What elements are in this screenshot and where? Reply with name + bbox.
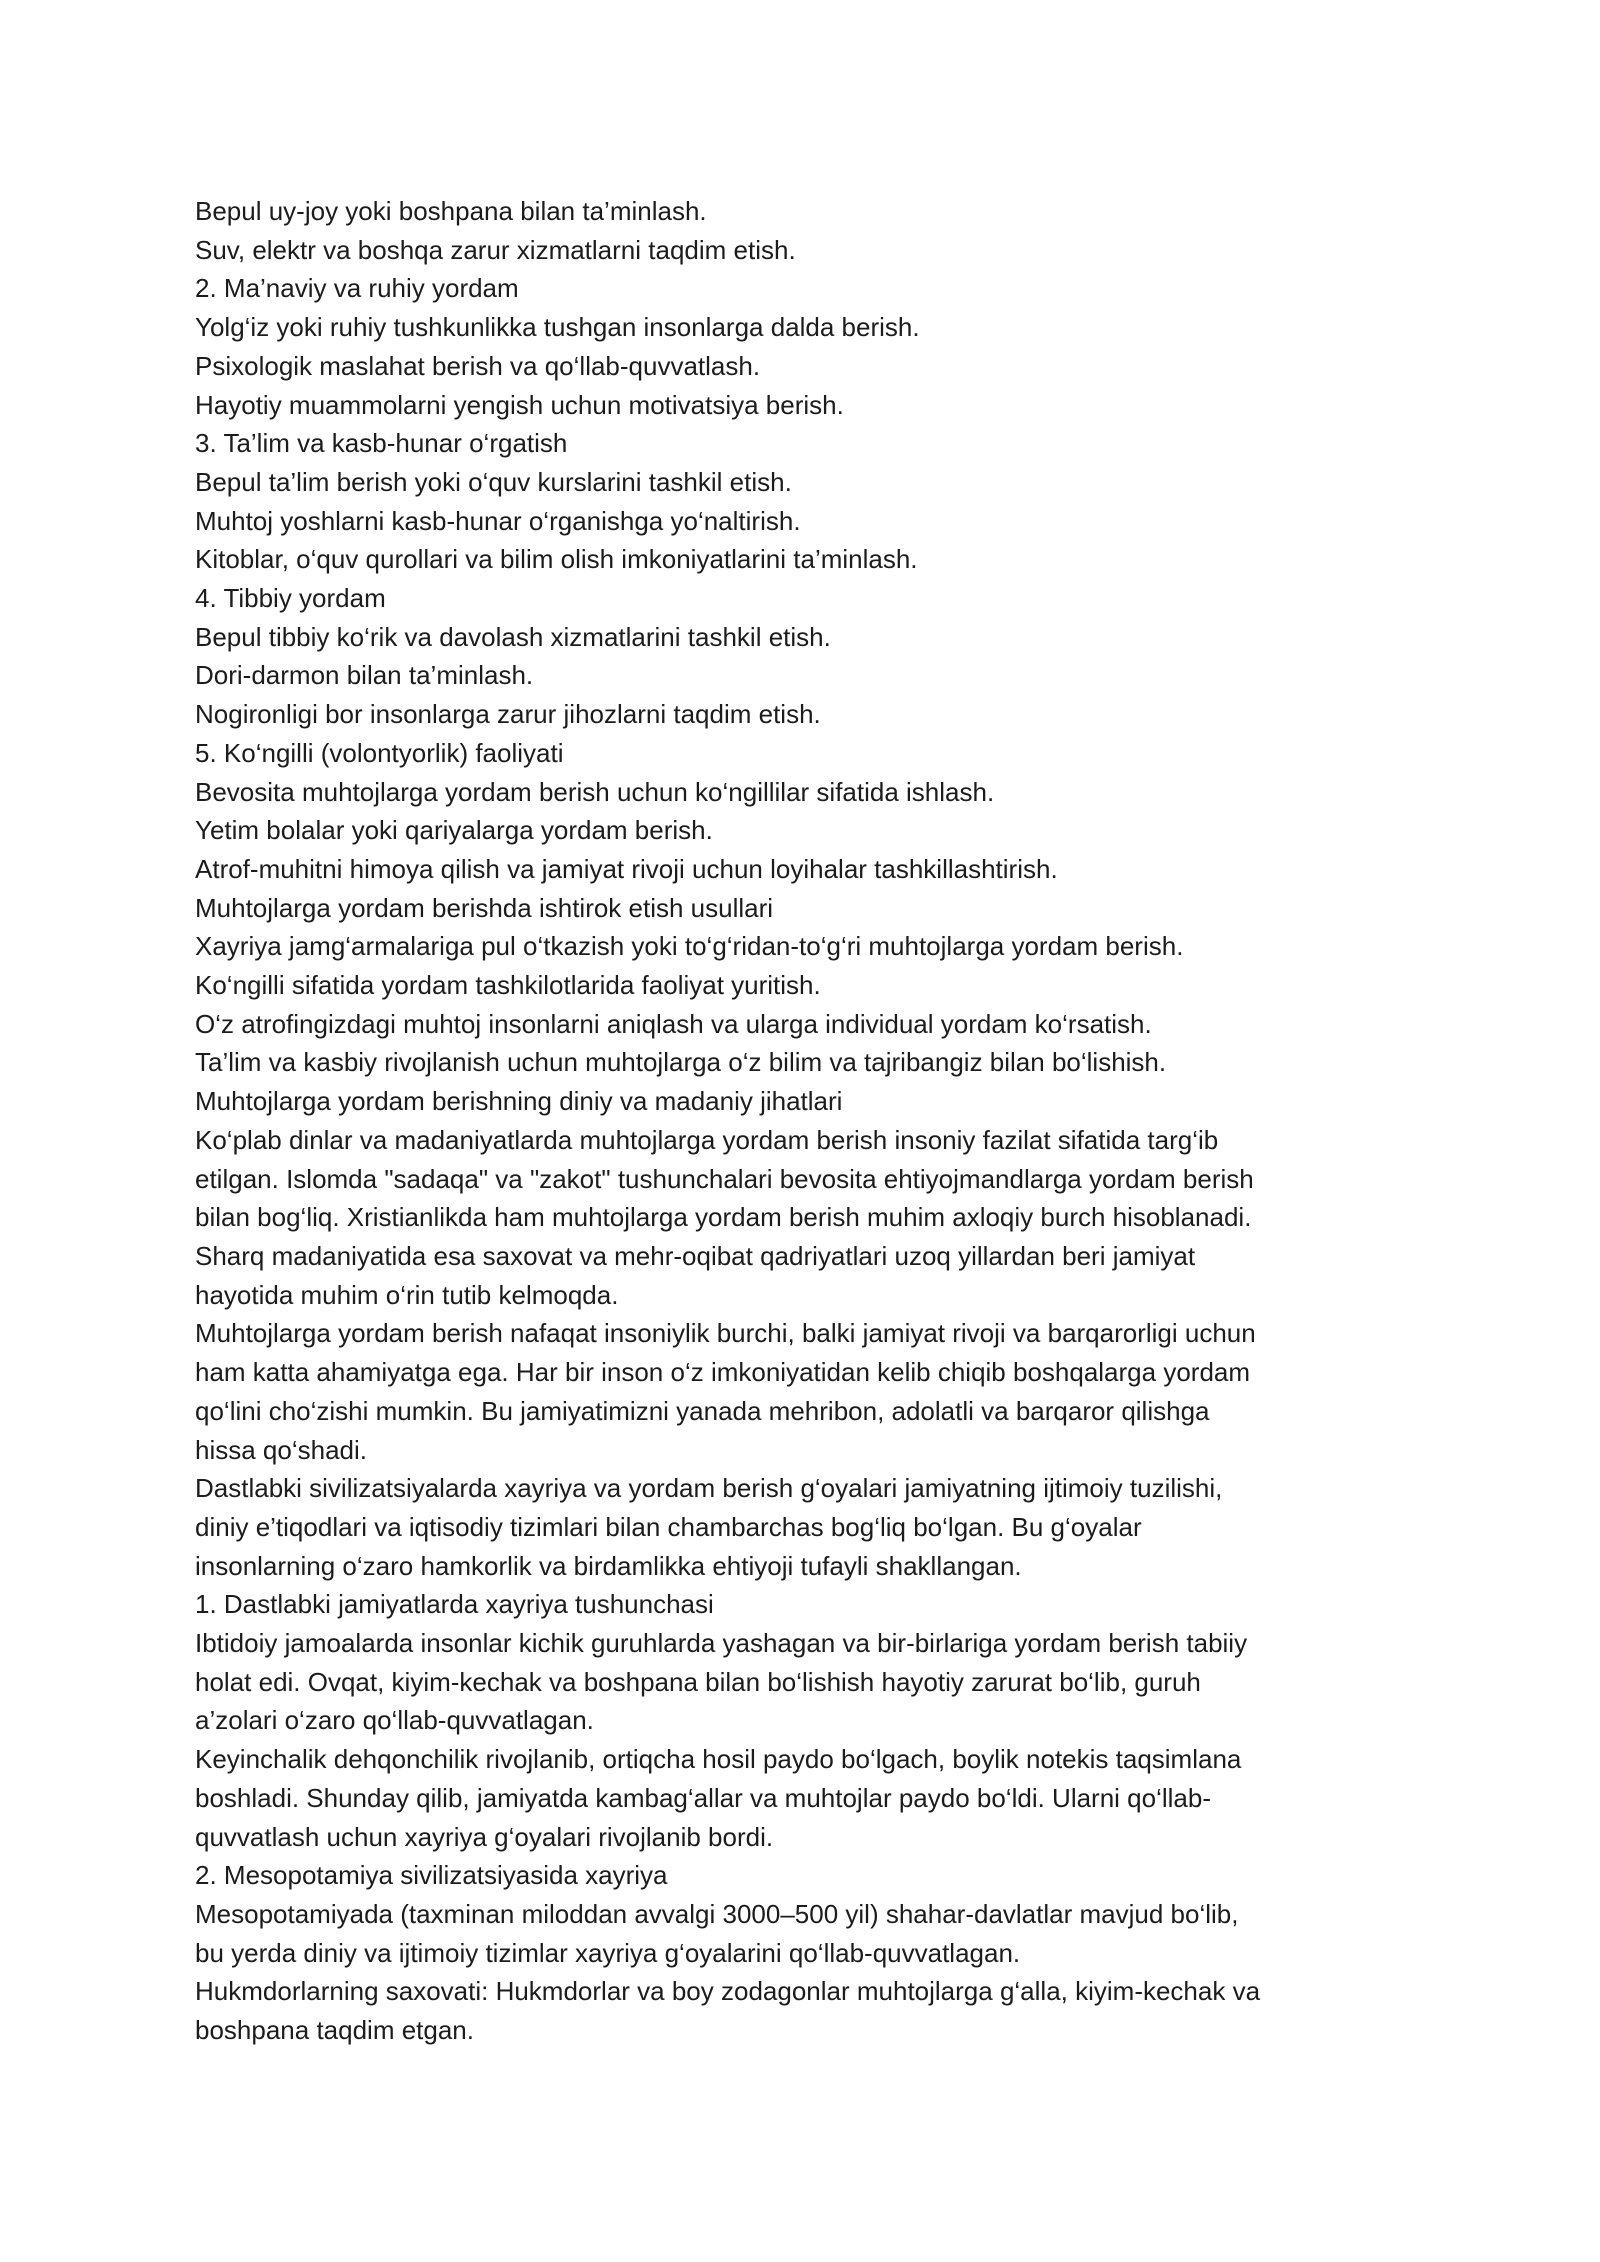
paragraph-line: boshladi. Shunday qilib, jamiyatda kambag‘allar va muhtojlar paydo bo‘ldi. Ularni qo‘llab- — [195, 1782, 1212, 1813]
text-line: Dori-darmon bilan ta’minlash. — [195, 660, 534, 691]
paragraph-line: a’zolari o‘zaro qo‘llab-quvvatlagan. — [195, 1705, 594, 1736]
text-line: Kitoblar, o‘quv qurollari va bilim olish imkoniyatlarini ta’minlash. — [195, 544, 918, 575]
text-line: Bepul uy-joy yoki boshpana bilan ta’minlash. — [195, 196, 707, 226]
section-heading: 2. Ma’naviy va ruhiy yordam — [195, 273, 519, 304]
text-line: Psixologik maslahat berish va qo‘llab-quvvatlash. — [195, 350, 761, 381]
paragraph-line: Muhtojlarga yordam berish nafaqat insoniylik burchi, balki jamiyat rivoji va barqarorligi uchun — [195, 1318, 1256, 1349]
paragraph-line: Keyinchalik dehqonchilik rivojlanib, ortiqcha hosil paydo bo‘lgach, boylik notekis taqsimlana — [195, 1744, 1242, 1775]
paragraph-line: bu yerda diniy va ijtimoiy tizimlar xayriya g‘oyalarini qo‘llab-quvvatlagan. — [195, 1937, 1021, 1968]
document-body — [195, 192, 1445, 2050]
paragraph-line: Dastlabki sivilizatsiyalarda xayriya va yordam berish g‘oyalari jamiyatning ijtimoiy tuzilishi, — [195, 1473, 1223, 1504]
text-line: Nogironligi bor insonlarga zarur jihozlarni taqdim etish. — [195, 699, 821, 730]
paragraph-line: hayotida muhim o‘rin tutib kelmoqda. — [195, 1279, 619, 1310]
text-line: Muhtoj yoshlarni kasb-hunar o‘rganishga yo‘naltirish. — [195, 505, 801, 536]
paragraph-line: diniy e’tiqodlari va iqtisodiy tizimlari bilan chambarchas bog‘liq bo‘lgan. Bu g‘oyalar — [195, 1511, 1142, 1542]
paragraph-line: Ko‘plab dinlar va madaniyatlarda muhtojlarga yordam berish insoniy fazilat sifatida targ‘ib — [195, 1124, 1219, 1155]
paragraph-line: hissa qo‘shadi. — [195, 1434, 367, 1465]
paragraph-line: boshpana taqdim etgan. — [195, 2015, 474, 2046]
text-line: Bevosita muhtojlarga yordam berish uchun ko‘ngillilar sifatida ishlash. — [195, 776, 995, 807]
text-line: Ta’lim va kasbiy rivojlanish uchun muhtojlarga o‘z bilim va tajribangiz bilan bo‘lishish. — [195, 1047, 1167, 1078]
text-line: Xayriya jamg‘armalariga pul o‘tkazish yoki to‘g‘ridan-to‘g‘ri muhtojlarga yordam berish. — [195, 931, 1184, 962]
text-line: Yolg‘iz yoki ruhiy tushkunlikka tushgan insonlarga dalda berish. — [195, 312, 920, 343]
paragraph-line: ham katta ahamiyatga ega. Har bir inson o‘z imkoniyatidan kelib chiqib boshqalarga yordam — [195, 1357, 1251, 1388]
section-heading: 4. Tibbiy yordam — [195, 583, 386, 614]
paragraph-line: insonlarning o‘zaro hamkorlik va birdamlikka ehtiyoji tufayli shakllangan. — [195, 1550, 1022, 1581]
paragraph-line: Hukmdorlarning saxovati: Hukmdorlar va boy zodagonlar muhtojlarga g‘alla, kiyim-kechak va — [195, 1976, 1261, 2007]
text-line: Atrof-muhitni himoya qilish va jamiyat rivoji uchun loyihalar tashkillashtirish. — [195, 853, 1058, 884]
paragraph-line: Mesopotamiyada (taxminan miloddan avvalgi 3000–500 yil) shahar-davlatlar mavjud bo‘lib, — [195, 1898, 1239, 1929]
paragraph-line: Sharq madaniyatida esa saxovat va mehr-oqibat qadriyatlari uzoq yillardan beri jamiyat — [195, 1240, 1196, 1271]
section-heading: 3. Ta’lim va kasb-hunar o‘rgatish — [195, 428, 568, 459]
paragraph-line: holat edi. Ovqat, kiyim-kechak va boshpana bilan bo‘lishish hayotiy zarurat bo‘lib, guruh — [195, 1666, 1201, 1697]
text-line: O‘z atrofingizdagi muhtoj insonlarni aniqlash va ularga individual yordam ko‘rsatish. — [195, 1008, 1152, 1039]
section-heading: 1. Dastlabki jamiyatlarda xayriya tushunchasi — [195, 1589, 714, 1620]
paragraph-line: quvvatlash uchun xayriya g‘oyalari rivojlanib bordi. — [195, 1821, 774, 1852]
section-heading: 5. Ko‘ngilli (volontyorlik) faoliyati — [195, 737, 564, 768]
section-heading: Muhtojlarga yordam berishda ishtirok etish usullari — [195, 892, 774, 923]
text-line: Hayotiy muammolarni yengish uchun motivatsiya berish. — [195, 389, 844, 420]
section-heading: Muhtojlarga yordam berishning diniy va madaniy jihatlari — [195, 1086, 843, 1117]
text-line: Bepul tibbiy ko‘rik va davolash xizmatlarini tashkil etish. — [195, 621, 831, 652]
text-line: Yetim bolalar yoki qariyalarga yordam berish. — [195, 815, 713, 846]
section-heading: 2. Mesopotamiya sivilizatsiyasida xayriya — [195, 1860, 668, 1891]
text-line: Suv, elektr va boshqa zarur xizmatlarni taqdim etish. — [195, 234, 796, 265]
paragraph-line: bilan bog‘liq. Xristianlikda ham muhtojlarga yordam berish muhim axloqiy burch hisoblanadi. — [195, 1202, 1252, 1233]
paragraph-line: Ibtidoiy jamoalarda insonlar kichik guruhlarda yashagan va bir-birlariga yordam berish tabiiy — [195, 1628, 1248, 1659]
text-line: Ko‘ngilli sifatida yordam tashkilotlarida faoliyat yuritish. — [195, 970, 821, 1001]
paragraph-line: etilgan. Islomda "sadaqa" va "zakot" tushunchalari bevosita ehtiyojmandlarga yordam berish — [195, 1163, 1254, 1194]
text-line: Bepul ta’lim berish yoki o‘quv kurslarini tashkil etish. — [195, 466, 792, 497]
paragraph-line: qo‘lini cho‘zishi mumkin. Bu jamiyatimizni yanada mehribon, adolatli va barqaror qilishga — [195, 1395, 1210, 1426]
